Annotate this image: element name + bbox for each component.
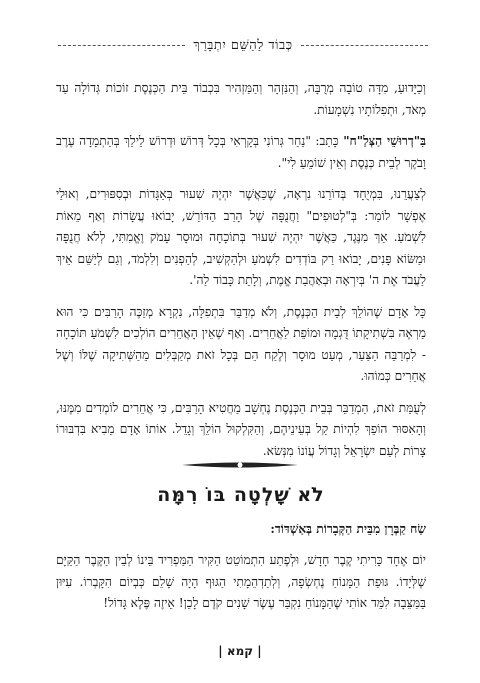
section-heading: לֹא שָׁלְטָה בּוֹ רִמָּה bbox=[157, 484, 325, 506]
running-title: כְּבוֹד לַהַשֵּׁם יִתְבָּרַךְ bbox=[193, 38, 293, 53]
story-text: יוֹם אֶחָד כָּרִיתִי קֶבֶר חָדָשׁ, וּלְפֶתַע הִתְמוֹטֵט הַקִּיר הַמַּפְרִיד בֵּינוֹ לְבֵין הַקֶּבֶר הַקַּיָּם שֶׁלְּיָדוֹ. גּוּפַת הַמָּנוֹחַ נֶחְשְׂפָה, וְלְתַדְהֵמָתִי הַגּוּף הָיָה שָׁלֵם כְּבְיוֹם הִקָּבְרוֹ. עִיּוּן בַּמַּצֵּבָה לִמֵּד אוֹתִי שֶׁהַמָּנוֹחַ נִקְבַּר עֶשֶׂר שָׁנִים קֹדֶם לָכֵן! אֵיזֶה פֶּלֶא גָּדוֹל! bbox=[56, 553, 426, 610]
header-rule-left bbox=[58, 45, 185, 46]
paragraph-quote bbox=[56, 131, 426, 174]
header-rule-right bbox=[301, 45, 428, 46]
paragraph: לְעֻמַּת זֹאת, הַמְדַבֵּר בְּבֵית הַכְּנֶסֶת נֶחְשָׁב מַחֲטִיא הָרַבִּים, כִּי אֲחֵרִים לוֹמְדִים מִמֶּנּוּ, וְהָאִסּוּר הוֹפֵךְ לִהְיוֹת קַל בְּעֵינֵיהֶם, וְהַקִּלְקוּל הוֹלֵךְ וְגָדֵל. אוֹתוֹ אָדָם מֵבִיא בִּדְבּוּרוֹ צָרוֹת לְעַם יִשְׂרָאֵל וְגָדוֹל עֲוֹנוֹ מִנְּשׂא. bbox=[56, 400, 426, 458]
section-divider-ornament bbox=[180, 460, 300, 470]
running-header bbox=[58, 36, 428, 54]
quote-text: כָּתַב: "נַחַר גְּרוֹנִי בְּקָרְאִי בְּכָל דְּרוֹשׁ וּדְרוֹשׁ לֵילֵךְ בְּהַתְמָדָה עֶרֶב וָבֹקֶר לְבֵית כְּנֶסֶת וְאֵין שׁוֹמֵעַ לִי". bbox=[56, 134, 426, 170]
quote-source: בִּ"דְרוּשֵׁי הַצְּלַ"ח" bbox=[343, 134, 427, 148]
paragraph: לְצַעֲרֵנוּ, בִּמְיֻחָד בְּדוֹרֵנוּ נִרְאָה, שֶׁכַּאֲשֶׁר יִהְיֶה שִׁעוּר בְּאַגָּדוֹת וּבְסִפּוּרִים, וְאוּלַי אֶפְשָׁר לוֹמַר: בְּ"לְטוּפִים" וַחֲנֻפָּה שֶׁל הָרַב הַדּוֹרֵשׁ, יָבוֹאוּ עֲשָׂרוֹת וְאַף מֵאוֹת לִשְׁמֹעַ. אַךְ מִנֶּגֶד, כַּאֲשֶׁר יִהְיֶה שִׁעוּר בְּתוֹכָחָה וּמוּסָר עָמֹק וֶאֱמִתִּי, לְלֹא חֲנֻפָּה וּמַשּׂוֹא פָּנִים, יָבוֹאוּ רַק בּוֹדְדִים לִשְׁמֹעַ וּלְהַקְשִׁיב, לְהַפְנִים וְלִלְמֹד, וְגַם לְיַשֵּׁם אֵיךְ לַעֲבֹד אֶת ה' בְּיִרְאָה וּבְאַהֲבַת אֱמֶת, וְלָתֵת כָּבוֹד לַה'. bbox=[56, 187, 426, 287]
main-text bbox=[56, 78, 426, 472]
page-number: | קמא | bbox=[218, 644, 262, 658]
paragraph: כָּל אָדָם שֶׁהוֹלֵךְ לְבֵית הַכְּנֶסֶת, וְלֹא מְדַבֵּר בִּתְפִלָּה, נִקְרָא מְזַכֶּה הָרַבִּים כִּי הוּא מַרְאֶה בִּשְׁתִיקָתוֹ דֻּגְמָה וּמוֹפֵת לַאֲחֵרִים. וְאַף שֶׁאֵין הָאֲחֵרִים הוֹלְכִים לִשְׁמֹעַ תּוֹכָחָה - לִמְרַבֵּה הַצַּעַר, מְעַט מוּסָר וְלֶקַח הֵם בְּכָל זֹאת מְקַבְּלִים מֵהַשְּׁתִיקָה שֶׁלּוֹ וְשֶׁל אֲחֵרִים כְּמוֹהוּ. bbox=[56, 304, 426, 383]
paragraph: וְכַיָּדוּעַ, מִדָּה טוֹבָה מְרֻבָּה, וְהַנִּזְהָר וְהַמַּזְהִיר בִּכְבוֹד בֵּית הַכְּנֶסֶת זוֹכוֹת גְּדוֹלָה עַד מְאֹד, וּתְפִלוֹתָיו נִשְׁמָעוֹת. bbox=[56, 81, 426, 117]
story-intro: שַׂח קַבְּרָן מִבֵּית הַקְּבָרוֹת בְּאַשְׁדּוֹד: bbox=[270, 522, 426, 536]
